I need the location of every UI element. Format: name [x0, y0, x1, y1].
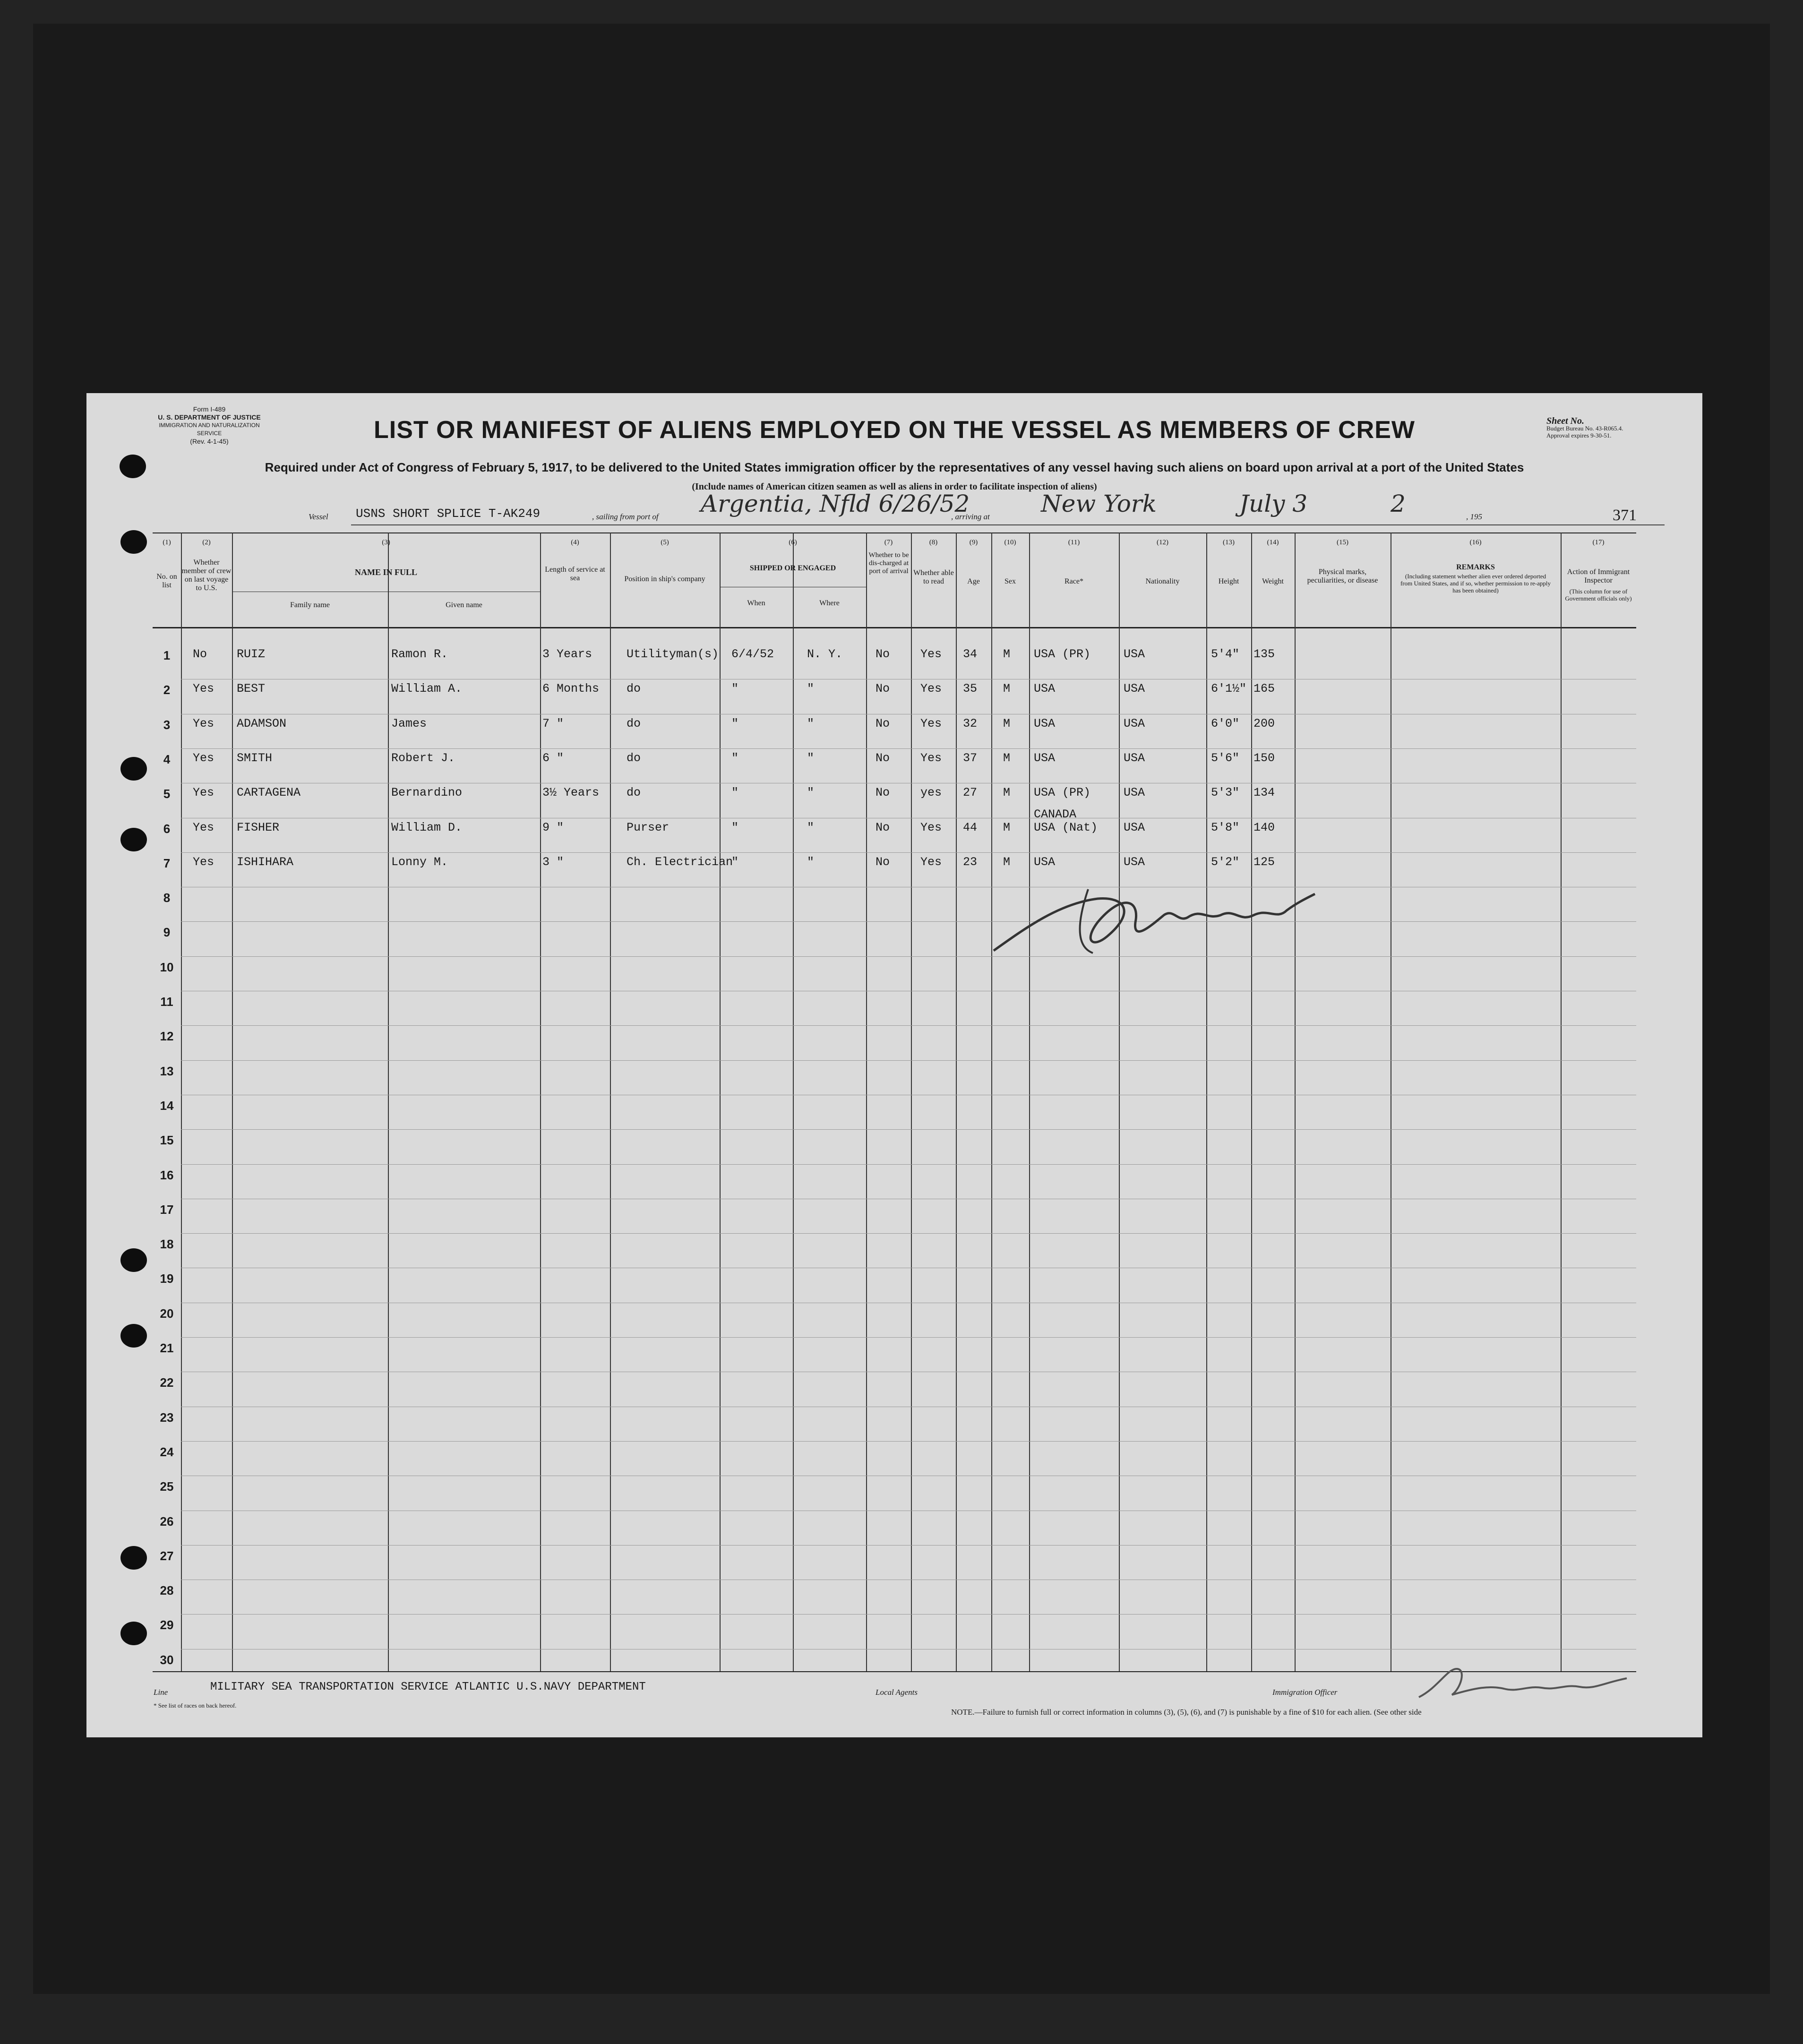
- row-number: 4: [163, 752, 171, 766]
- service-length-cell: 6 Months: [542, 682, 600, 696]
- row-number: 5: [163, 787, 171, 801]
- manifest-sheet: [86, 393, 1702, 1737]
- revision: (Rev. 4-1-45): [190, 438, 229, 445]
- able-to-read-cell: Yes: [920, 716, 942, 730]
- age-cell: 35: [963, 682, 978, 696]
- column-rule: [181, 532, 182, 1671]
- column-rule: [720, 532, 721, 1671]
- given-name-cell: William A.: [391, 682, 463, 696]
- row-rule: [181, 1545, 1636, 1546]
- height-cell: 5'6": [1211, 751, 1240, 765]
- row-number: 30: [160, 1652, 174, 1667]
- row-number: 6: [163, 821, 171, 836]
- shipped-when-cell: 6/4/52: [731, 647, 774, 661]
- row-number: 27: [160, 1548, 174, 1563]
- nationality-cell: USA: [1124, 820, 1145, 834]
- nationality-cell: USA: [1124, 786, 1145, 800]
- able-to-read-cell: Yes: [920, 820, 942, 834]
- position-cell: do: [627, 682, 641, 696]
- row-rule: [181, 1614, 1636, 1615]
- row-number: 14: [160, 1098, 174, 1113]
- col8-header: Whether able to read: [913, 569, 954, 585]
- row-number: 7: [163, 856, 171, 870]
- last-voyage-cell: Yes: [193, 786, 215, 800]
- height-cell: 5'3": [1211, 786, 1240, 800]
- given-name-cell: James: [391, 716, 427, 730]
- form-number: Form I-489: [193, 405, 226, 413]
- officer-signature: [1409, 1659, 1636, 1707]
- given-name-cell: Robert J.: [391, 751, 455, 765]
- row-number: 9: [163, 925, 171, 940]
- service-length-cell: 6 ": [542, 751, 564, 765]
- age-cell: 37: [963, 751, 978, 765]
- column-rule: [866, 532, 867, 1671]
- family-name-cell: SMITH: [237, 751, 273, 765]
- able-to-read-cell: Yes: [920, 647, 942, 661]
- col10-number: (10): [1004, 539, 1016, 546]
- position-cell: Utilityman(s): [627, 647, 719, 661]
- row-number: 24: [160, 1444, 174, 1459]
- race-cell: USA: [1034, 751, 1056, 765]
- line-label: Line: [154, 1688, 168, 1697]
- service-length-cell: 9 ": [542, 820, 564, 834]
- shipped-where-cell: ": [807, 855, 815, 869]
- punch-hole: [120, 530, 147, 554]
- shipped-when-cell: ": [731, 716, 739, 730]
- shipped-when-cell: ": [731, 855, 739, 869]
- age-cell: 27: [963, 786, 978, 800]
- shipped-where-cell: ": [807, 751, 815, 765]
- race-cell: USA: [1034, 855, 1056, 869]
- col2-number: (2): [202, 539, 211, 546]
- nationality-cell: USA: [1124, 647, 1145, 661]
- punch-hole: [120, 757, 147, 781]
- shipped-where-cell: ": [807, 820, 815, 834]
- col2-header: Whether member of crew on last voyage to U.S.: [181, 558, 232, 592]
- vessel-underline: [351, 524, 1665, 525]
- race-cell: USA: [1034, 716, 1056, 730]
- col3-given-header: Given name: [446, 601, 482, 609]
- row-rule: [181, 748, 1636, 749]
- col16-note: (Including statement whether alien ever ordered deported from United States, and if so, whether permission to re-apply has been obtained): [1400, 573, 1551, 594]
- year-label: , 195: [1466, 512, 1482, 521]
- vessel-label: Vessel: [309, 512, 328, 521]
- row-number: 13: [160, 1064, 174, 1078]
- weight-cell: 165: [1254, 682, 1275, 696]
- line-value: MILITARY SEA TRANSPORTATION SERVICE ATLANTIC U.S.NAVY DEPARTMENT: [210, 1681, 646, 1693]
- col3-family-header: Family name: [290, 601, 330, 609]
- discharged-cell: No: [876, 751, 890, 765]
- col1-number: (1): [163, 539, 171, 546]
- service-length-cell: 3 ": [542, 855, 564, 869]
- col7-number: (7): [884, 539, 893, 546]
- punch-hole: [120, 828, 147, 851]
- race-cell: USA: [1034, 682, 1056, 696]
- row-number: 2: [163, 683, 171, 697]
- able-to-read-cell: Yes: [920, 682, 942, 696]
- age-cell: 23: [963, 855, 978, 869]
- col13-header: Height: [1218, 577, 1239, 585]
- col10-header: Sex: [1005, 577, 1016, 585]
- discharged-cell: No: [876, 786, 890, 800]
- punch-hole: [120, 455, 146, 478]
- given-name-cell: Ramon R.: [391, 647, 448, 661]
- row-number: 16: [160, 1168, 174, 1182]
- column-rule: [991, 532, 992, 1671]
- page-title: LIST OR MANIFEST OF ALIENS EMPLOYED ON THE VESSEL AS MEMBERS OF CREW: [374, 416, 1415, 444]
- family-name-cell: ISHIHARA: [237, 855, 294, 869]
- position-cell: Ch. Electrician: [627, 855, 733, 869]
- sheet-label: Sheet No.: [1546, 416, 1584, 426]
- able-to-read-cell: yes: [920, 786, 942, 800]
- age-cell: 34: [963, 647, 978, 661]
- given-name-cell: William D.: [391, 820, 463, 834]
- row-number: 15: [160, 1133, 174, 1148]
- weight-cell: 150: [1254, 751, 1275, 765]
- column-rule: [1295, 532, 1296, 1671]
- col9-header: Age: [967, 577, 980, 585]
- position-cell: Purser: [627, 820, 670, 834]
- budget-number: Budget Bureau No. 43-R065.4.: [1546, 425, 1623, 432]
- col15-header: Physical marks, peculiarities, or disease: [1307, 568, 1378, 584]
- shipped-when-cell: ": [731, 682, 739, 696]
- nationality-cell: USA: [1124, 751, 1145, 765]
- row-rule: [181, 956, 1636, 957]
- arriving-port: New York: [1041, 490, 1157, 517]
- row-rule: [181, 1060, 1636, 1061]
- row-number: 21: [160, 1341, 174, 1355]
- height-cell: 5'2": [1211, 855, 1240, 869]
- nationality-cell: USA: [1124, 716, 1145, 730]
- col17-note: (This column for use of Government officials only): [1565, 588, 1632, 602]
- position-cell: do: [627, 751, 641, 765]
- column-rule: [1251, 532, 1252, 1671]
- punch-hole: [120, 1324, 147, 1348]
- col11-header: Race*: [1065, 577, 1083, 585]
- col13-number: (13): [1223, 539, 1235, 546]
- row-number: 1: [163, 648, 171, 662]
- height-cell: 6'1½": [1211, 682, 1247, 696]
- weight-cell: 134: [1254, 786, 1275, 800]
- height-cell: 5'4": [1211, 647, 1240, 661]
- last-voyage-cell: Yes: [193, 751, 215, 765]
- col14-number: (14): [1267, 539, 1279, 546]
- sex-cell: M: [1003, 855, 1011, 869]
- table-top-rule: [153, 532, 1636, 533]
- sheet-number: 371: [1613, 507, 1637, 524]
- sex-cell: M: [1003, 716, 1011, 730]
- last-voyage-cell: Yes: [193, 820, 215, 834]
- row-number: 19: [160, 1271, 174, 1286]
- race-cell: USA (PR): [1034, 647, 1091, 661]
- row-rule: [181, 1441, 1636, 1442]
- nationality-cell: USA: [1124, 855, 1145, 869]
- row-number: 18: [160, 1237, 174, 1252]
- discharged-cell: No: [876, 647, 890, 661]
- sailing-port: Argentia, Nfld 6/26/52: [701, 490, 970, 517]
- col17-number: (17): [1592, 539, 1605, 546]
- row-rule: [181, 1337, 1636, 1338]
- row-rule: [181, 1025, 1636, 1026]
- family-name-cell: FISHER: [237, 820, 280, 834]
- col12-number: (12): [1157, 539, 1168, 546]
- col5-number: (5): [661, 539, 669, 546]
- given-name-cell: Lonny M.: [391, 855, 448, 869]
- column-rule: [956, 532, 957, 1671]
- row-number: 29: [160, 1618, 174, 1632]
- shipped-where-cell: ": [807, 682, 815, 696]
- col6-when-header: When: [747, 599, 765, 607]
- punch-hole: [120, 1546, 147, 1570]
- family-name-cell: RUIZ: [237, 647, 266, 661]
- shipped-where-cell: ": [807, 716, 815, 730]
- position-cell: do: [627, 786, 641, 800]
- sex-cell: M: [1003, 751, 1011, 765]
- age-cell: 44: [963, 820, 978, 834]
- table-header-rule: [153, 627, 1636, 628]
- column-rule: [388, 532, 389, 1671]
- column-rule: [1119, 532, 1120, 1671]
- col3-header: NAME IN FULL: [354, 567, 417, 577]
- arrival-year: 2: [1391, 490, 1406, 517]
- row-number: 28: [160, 1583, 174, 1598]
- last-voyage-cell: Yes: [193, 682, 215, 696]
- row-number: 11: [160, 995, 173, 1009]
- shipped-when-cell: ": [731, 786, 739, 800]
- row-number: 3: [163, 717, 171, 732]
- subtitle-note: (Include names of American citizen seamen as well as aliens in order to facilitate inspection of aliens): [692, 481, 1097, 492]
- races-note: * See list of races on back hereof.: [154, 1702, 237, 1709]
- subtitle: Required under Act of Congress of February 5, 1917, to be delivered to the United States immigration officer by the representatives of any vessel having such aliens on board upon arrival at a port of the United States: [265, 460, 1524, 474]
- last-voyage-cell: No: [193, 647, 207, 661]
- row-number: 10: [160, 960, 174, 974]
- arriving-label: , arriving at: [951, 512, 990, 521]
- position-cell: do: [627, 716, 641, 730]
- race-cell: USA (PR): [1034, 786, 1091, 800]
- sex-cell: M: [1003, 647, 1011, 661]
- column-rule: [793, 532, 794, 1671]
- col3-number: (3): [382, 539, 390, 546]
- row-rule: [181, 852, 1636, 853]
- shipped-where-cell: ": [807, 786, 815, 800]
- col8-number: (8): [929, 539, 938, 546]
- col12-header: Nationality: [1145, 577, 1180, 585]
- sex-cell: M: [1003, 820, 1011, 834]
- col4-header: Length of service at sea: [545, 566, 605, 582]
- local-agents-label: Local Agents: [876, 1688, 918, 1697]
- race-note-cell: CANADA: [1034, 807, 1077, 821]
- col1-header: No. on list: [156, 573, 177, 589]
- sex-cell: M: [1003, 682, 1011, 696]
- discharged-cell: No: [876, 820, 890, 834]
- column-rule: [540, 532, 541, 1671]
- weight-cell: 140: [1254, 820, 1275, 834]
- col14-header: Weight: [1262, 577, 1284, 585]
- family-name-cell: BEST: [237, 682, 266, 696]
- inspector-signature: [984, 870, 1343, 965]
- column-rule: [1561, 532, 1562, 1671]
- service-length-cell: 3½ Years: [542, 786, 600, 800]
- col6-number: (6): [789, 539, 797, 546]
- shipped-when-cell: ": [731, 820, 739, 834]
- given-name-cell: Bernardino: [391, 786, 463, 800]
- age-cell: 32: [963, 716, 978, 730]
- punch-hole: [120, 1622, 147, 1645]
- service-length-cell: 3 Years: [542, 647, 592, 661]
- family-name-cell: CARTAGENA: [237, 786, 301, 800]
- able-to-read-cell: Yes: [920, 751, 942, 765]
- col6-header: SHIPPED OR ENGAGED: [749, 564, 836, 572]
- row-number: 25: [160, 1479, 174, 1494]
- vessel-name: USNS SHORT SPLICE T-AK249: [356, 507, 541, 521]
- row-number: 12: [160, 1029, 174, 1044]
- service: IMMIGRATION AND NATURALIZATION SERVICE: [159, 422, 260, 437]
- last-voyage-cell: Yes: [193, 855, 215, 869]
- height-cell: 5'8": [1211, 820, 1240, 834]
- arrival-date: July 3: [1239, 490, 1308, 517]
- nationality-cell: USA: [1124, 682, 1145, 696]
- able-to-read-cell: Yes: [920, 855, 942, 869]
- family-name-cell: ADAMSON: [237, 716, 287, 730]
- row-number: 8: [163, 891, 171, 905]
- row-rule: [181, 1233, 1636, 1234]
- approval-expiry: Approval expires 9-30-51.: [1546, 432, 1612, 439]
- column-rule: [1029, 532, 1030, 1671]
- column-rule: [610, 532, 611, 1671]
- col11-number: (11): [1068, 539, 1080, 546]
- col5-header: Position in ship's company: [624, 575, 705, 583]
- column-rule: [911, 532, 912, 1671]
- col6-where-header: Where: [819, 599, 840, 607]
- height-cell: 6'0": [1211, 716, 1240, 730]
- col16-number: (16): [1469, 539, 1482, 546]
- col15-number: (15): [1337, 539, 1348, 546]
- column-rule: [232, 532, 233, 1671]
- row-rule: [181, 1129, 1636, 1130]
- department: U. S. DEPARTMENT OF JUSTICE: [158, 413, 261, 421]
- weight-cell: 135: [1254, 647, 1275, 661]
- col9-number: (9): [969, 539, 978, 546]
- weight-cell: 125: [1254, 855, 1275, 869]
- discharged-cell: No: [876, 682, 890, 696]
- service-length-cell: 7 ": [542, 716, 564, 730]
- row-number: 22: [160, 1375, 174, 1390]
- penalty-note: NOTE.—Failure to furnish full or correct information in columns (3), (5), (6), and (7) is punishable by a fine of $10 for each alien. (See other side: [951, 1708, 1422, 1717]
- col7-header: Whether to be dis-charged at port of arrival: [868, 551, 909, 575]
- punch-hole: [120, 1248, 147, 1272]
- row-number: 23: [160, 1410, 174, 1425]
- immigration-officer-label: Immigration Officer: [1272, 1688, 1338, 1697]
- col17-header: Action of Immigrant Inspector: [1567, 568, 1630, 584]
- col16-header: REMARKS: [1456, 563, 1495, 571]
- row-rule: [181, 921, 1636, 922]
- sheet-block: [1546, 418, 1688, 439]
- race-cell: USA (Nat): [1034, 820, 1098, 834]
- sailing-label: , sailing from port of: [592, 512, 659, 521]
- row-number: 26: [160, 1514, 174, 1529]
- shipped-when-cell: ": [731, 751, 739, 765]
- discharged-cell: No: [876, 716, 890, 730]
- shipped-where-cell: N. Y.: [807, 647, 843, 661]
- sex-cell: M: [1003, 786, 1011, 800]
- col4-number: (4): [571, 539, 579, 546]
- last-voyage-cell: Yes: [193, 716, 215, 730]
- row-number: 20: [160, 1306, 174, 1321]
- column-rule: [1206, 532, 1207, 1671]
- discharged-cell: No: [876, 855, 890, 869]
- row-rule: [181, 1164, 1636, 1165]
- row-number: 17: [160, 1202, 174, 1217]
- weight-cell: 200: [1254, 716, 1275, 730]
